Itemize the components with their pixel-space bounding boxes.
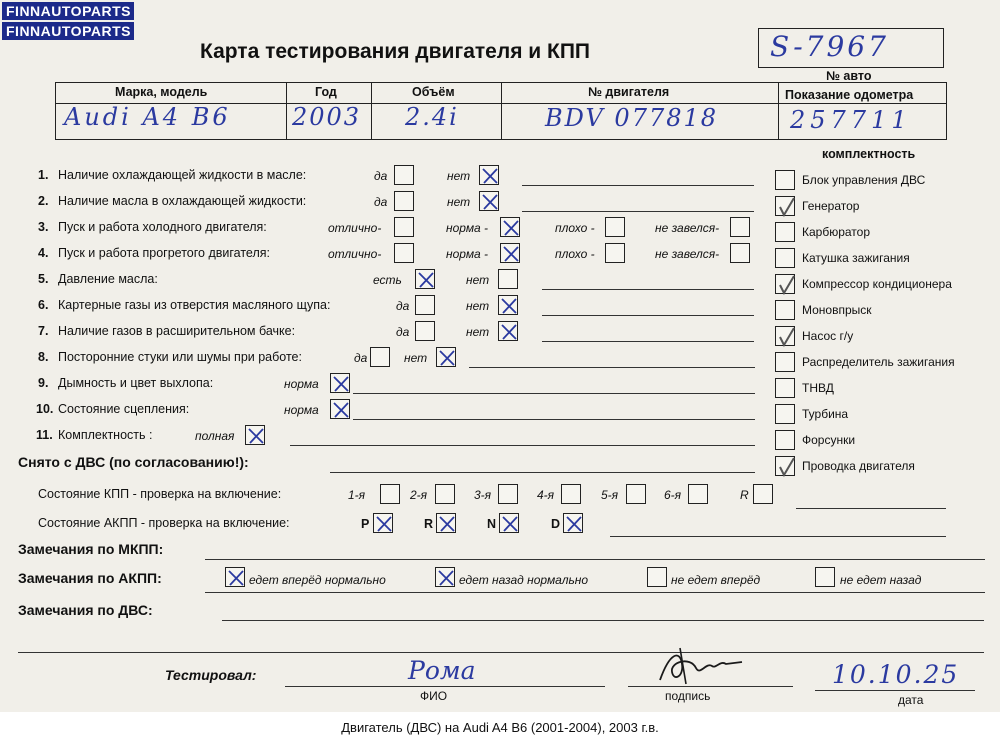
completeness-item-label: ТНВД <box>802 381 834 395</box>
item-number: 9. <box>38 376 49 390</box>
header-make: Марка, модель <box>115 85 208 99</box>
item-label: Наличие охлаждающей жидкости в масле: <box>58 168 307 182</box>
checkbox[interactable] <box>498 269 518 289</box>
checkbox[interactable] <box>775 222 795 242</box>
remark-option-label: едет назад нормально <box>459 573 589 587</box>
completeness-item-label: Катушка зажигания <box>802 251 910 265</box>
item-number: 6. <box>38 298 49 312</box>
date-line <box>815 690 975 691</box>
checkbox[interactable] <box>245 425 265 445</box>
answer-line <box>542 289 754 290</box>
item-number: 2. <box>38 194 49 208</box>
check-mark-icon <box>499 216 523 240</box>
option-label: нет <box>447 169 471 183</box>
check-mark-icon <box>435 346 459 370</box>
remarks-dvs-line-2 <box>18 652 984 653</box>
watermark-line-2: FINNAUTOPARTS <box>2 22 134 40</box>
check-mark-icon <box>434 566 458 590</box>
option-label: да <box>374 169 388 183</box>
check-mark-icon <box>329 398 353 422</box>
item-label: Состояние сцепления: <box>58 402 190 416</box>
col-sep <box>371 83 372 139</box>
checkbox[interactable] <box>415 295 435 315</box>
remarks-dvs-line <box>222 620 984 621</box>
option-label: нет <box>466 325 490 339</box>
item-label: Наличие масла в охлаждающей жидкости: <box>58 194 307 208</box>
mkpp-check-label: Состояние КПП - проверка на включение: <box>38 487 282 501</box>
checkbox[interactable] <box>479 191 499 211</box>
option-label: не завелся- <box>655 247 720 261</box>
item-number: 8. <box>38 350 49 364</box>
check-mark-icon <box>562 512 586 536</box>
check-mark-icon <box>414 268 438 292</box>
checkbox[interactable] <box>373 513 393 533</box>
tested-by-label: Тестировал: <box>165 667 257 683</box>
checkbox[interactable] <box>499 513 519 533</box>
remark-option-label: не едет вперёд <box>671 573 761 587</box>
option-label: плохо - <box>555 221 595 235</box>
value-year: 2003 <box>292 103 362 131</box>
mkpp-line <box>796 508 946 509</box>
option-label: не завелся- <box>655 221 720 235</box>
option-label: да <box>396 325 410 339</box>
gear-label: 2-я <box>410 488 428 502</box>
checkbox[interactable] <box>435 567 455 587</box>
option-label: нет <box>466 273 490 287</box>
checkbox[interactable] <box>330 373 350 393</box>
checkbox[interactable] <box>730 243 750 263</box>
completeness-item-label: Проводка двигателя <box>802 459 915 473</box>
checkbox[interactable] <box>479 165 499 185</box>
checkbox[interactable] <box>370 347 390 367</box>
option-label: да <box>374 195 388 209</box>
option-label: есть <box>373 273 402 287</box>
completeness-item-label: Форсунки <box>802 433 856 447</box>
checkbox[interactable] <box>775 274 795 294</box>
checkbox[interactable] <box>626 484 646 504</box>
name-caption: ФИО <box>420 689 448 703</box>
completeness-item-label: Распределитель зажигания <box>802 355 955 369</box>
checkbox[interactable] <box>647 567 667 587</box>
answer-line <box>522 185 754 186</box>
option-label: полная <box>195 429 235 443</box>
remark-option-label: едет вперёд нормально <box>249 573 386 587</box>
item-label: Пуск и работа холодного двигателя: <box>58 220 267 234</box>
col-sep <box>286 83 287 139</box>
check-mark-icon <box>224 566 248 590</box>
completeness-title: комплектность <box>822 147 916 161</box>
check-mark-icon <box>497 320 521 344</box>
option-label: норма - <box>446 221 489 235</box>
check-mark-icon <box>497 294 521 318</box>
akpp-line <box>610 536 946 537</box>
item-number: 5. <box>38 272 49 286</box>
signature-line <box>628 686 793 687</box>
checkbox[interactable] <box>775 170 795 190</box>
col-sep <box>501 83 502 139</box>
option-label: отлично- <box>328 221 382 235</box>
item-label: Комплектность : <box>58 428 153 442</box>
check-mark-icon <box>774 273 798 297</box>
gear-label: D <box>551 517 561 531</box>
checkbox[interactable] <box>498 295 518 315</box>
akpp-check-label: Состояние АКПП - проверка на включение: <box>38 516 290 530</box>
check-mark-icon <box>244 424 268 448</box>
item-label: Посторонние стуки или шумы при работе: <box>58 350 302 364</box>
completeness-item-label: Компрессор кондиционера <box>802 277 952 291</box>
tester-name: Рома <box>408 656 476 685</box>
header-car-number: № авто <box>826 69 872 83</box>
check-mark-icon <box>329 372 353 396</box>
checkbox[interactable] <box>775 300 795 320</box>
remarks-mkpp-label: Замечания по МКПП: <box>18 541 164 557</box>
gear-label: N <box>487 517 497 531</box>
gear-label: 1-я <box>348 488 366 502</box>
item-label: Наличие газов в расширительном бачке: <box>58 324 296 338</box>
answer-line <box>542 341 754 342</box>
answer-line <box>522 211 754 212</box>
removed-parts-label: Снято с ДВС (по согласованию!): <box>18 454 249 470</box>
document-title: Карта тестирования двигателя и КПП <box>200 40 591 63</box>
checkbox[interactable] <box>415 321 435 341</box>
item-number: 11. <box>36 428 53 442</box>
checkbox[interactable] <box>775 326 795 346</box>
check-mark-icon <box>435 512 459 536</box>
item-number: 1. <box>38 168 49 182</box>
remarks-mkpp-line <box>205 559 985 560</box>
answer-line <box>353 419 755 420</box>
completeness-item-label: Блок управления ДВС <box>802 173 926 187</box>
header-engine-number: № двигателя <box>588 85 670 99</box>
checkbox[interactable] <box>605 243 625 263</box>
gear-label: P <box>361 517 370 531</box>
checkbox[interactable] <box>753 484 773 504</box>
checkbox[interactable] <box>394 217 414 237</box>
option-label: отлично- <box>328 247 382 261</box>
gear-label: R <box>740 488 749 502</box>
option-label: нет <box>404 351 428 365</box>
watermark-line-1: FINNAUTOPARTS <box>2 2 134 20</box>
gear-label: 4-я <box>537 488 555 502</box>
checkbox[interactable] <box>225 567 245 587</box>
remarks-dvs-label: Замечания по ДВС: <box>18 602 153 618</box>
checkbox[interactable] <box>394 191 414 211</box>
check-mark-icon <box>478 164 502 188</box>
item-label: Картерные газы из отверстия масляного щупа: <box>58 298 331 312</box>
check-mark-icon <box>774 455 798 479</box>
item-number: 3. <box>38 220 49 234</box>
checkbox[interactable] <box>775 456 795 476</box>
check-mark-icon <box>499 242 523 266</box>
item-number: 7. <box>38 324 49 338</box>
completeness-item-label: Генератор <box>802 199 860 213</box>
checkbox[interactable] <box>775 404 795 424</box>
date-caption: дата <box>898 693 924 707</box>
checkbox[interactable] <box>775 248 795 268</box>
option-label: норма - <box>446 247 489 261</box>
checkbox[interactable] <box>730 217 750 237</box>
option-label: да <box>354 351 368 365</box>
remarks-akpp-line <box>205 592 985 593</box>
check-mark-icon <box>372 512 396 536</box>
value-odometer: 257711 <box>790 106 912 134</box>
gear-label: 6-я <box>664 488 682 502</box>
option-label: нет <box>447 195 471 209</box>
checkbox[interactable] <box>775 378 795 398</box>
option-label: норма <box>284 377 319 391</box>
completeness-item-label: Моновпрыск <box>802 303 872 317</box>
checkbox[interactable] <box>436 513 456 533</box>
checkbox[interactable] <box>394 165 414 185</box>
header-odometer: Показание одометра <box>785 88 914 102</box>
checkbox[interactable] <box>500 217 520 237</box>
remarks-akpp-label: Замечания по АКПП: <box>18 570 162 586</box>
checkbox[interactable] <box>500 243 520 263</box>
checkbox[interactable] <box>330 399 350 419</box>
checkbox[interactable] <box>688 484 708 504</box>
checkbox[interactable] <box>394 243 414 263</box>
test-date: 10.10.25 <box>832 660 960 689</box>
option-label: да <box>396 299 410 313</box>
signature <box>650 642 750 690</box>
completeness-item-label: Насос г/у <box>802 329 854 343</box>
option-label: плохо - <box>555 247 595 261</box>
checkbox[interactable] <box>436 347 456 367</box>
item-label: Пуск и работа прогретого двигателя: <box>58 246 270 260</box>
checkbox[interactable] <box>498 321 518 341</box>
gear-label: R <box>424 517 434 531</box>
answer-line <box>290 445 755 446</box>
option-label: нет <box>466 299 490 313</box>
header-year: Год <box>315 85 337 99</box>
remark-option-label: не едет назад <box>840 573 922 587</box>
check-mark-icon <box>498 512 522 536</box>
item-label: Давление масла: <box>58 272 158 286</box>
checkbox[interactable] <box>563 513 583 533</box>
check-mark-icon <box>478 190 502 214</box>
answer-line <box>353 393 755 394</box>
check-mark-icon <box>774 195 798 219</box>
signature-caption: подпись <box>665 689 711 703</box>
checkbox[interactable] <box>775 352 795 372</box>
item-number: 10. <box>36 402 54 416</box>
checkbox[interactable] <box>435 484 455 504</box>
answer-line <box>469 367 755 368</box>
stock-number: S-7967 <box>770 30 889 63</box>
gear-label: 5-я <box>601 488 619 502</box>
checkbox[interactable] <box>775 196 795 216</box>
removed-parts-line <box>330 472 755 473</box>
check-mark-icon <box>774 325 798 349</box>
checkbox[interactable] <box>815 567 835 587</box>
completeness-item-label: Карбюратор <box>802 225 871 239</box>
completeness-item-label: Турбина <box>802 407 849 421</box>
checkbox[interactable] <box>380 484 400 504</box>
header-volume: Объём <box>412 85 455 99</box>
name-line <box>285 686 605 687</box>
item-number: 4. <box>38 246 49 260</box>
option-label: норма <box>284 403 319 417</box>
checkbox[interactable] <box>775 430 795 450</box>
gear-label: 3-я <box>474 488 492 502</box>
value-volume: 2.4і <box>405 103 459 131</box>
checkbox[interactable] <box>498 484 518 504</box>
image-caption: Двигатель (ДВС) на Audi A4 B6 (2001-2004), 2003 г.в. <box>341 720 659 735</box>
item-label: Дымность и цвет выхлопа: <box>58 376 214 390</box>
value-make: Audi A4 B6 <box>64 103 231 131</box>
checkbox[interactable] <box>561 484 581 504</box>
answer-line <box>542 315 754 316</box>
col-sep <box>778 83 779 139</box>
value-engine-number: BDV 077818 <box>545 104 719 132</box>
checkbox[interactable] <box>415 269 435 289</box>
watermark <box>2 2 134 42</box>
checkbox[interactable] <box>605 217 625 237</box>
